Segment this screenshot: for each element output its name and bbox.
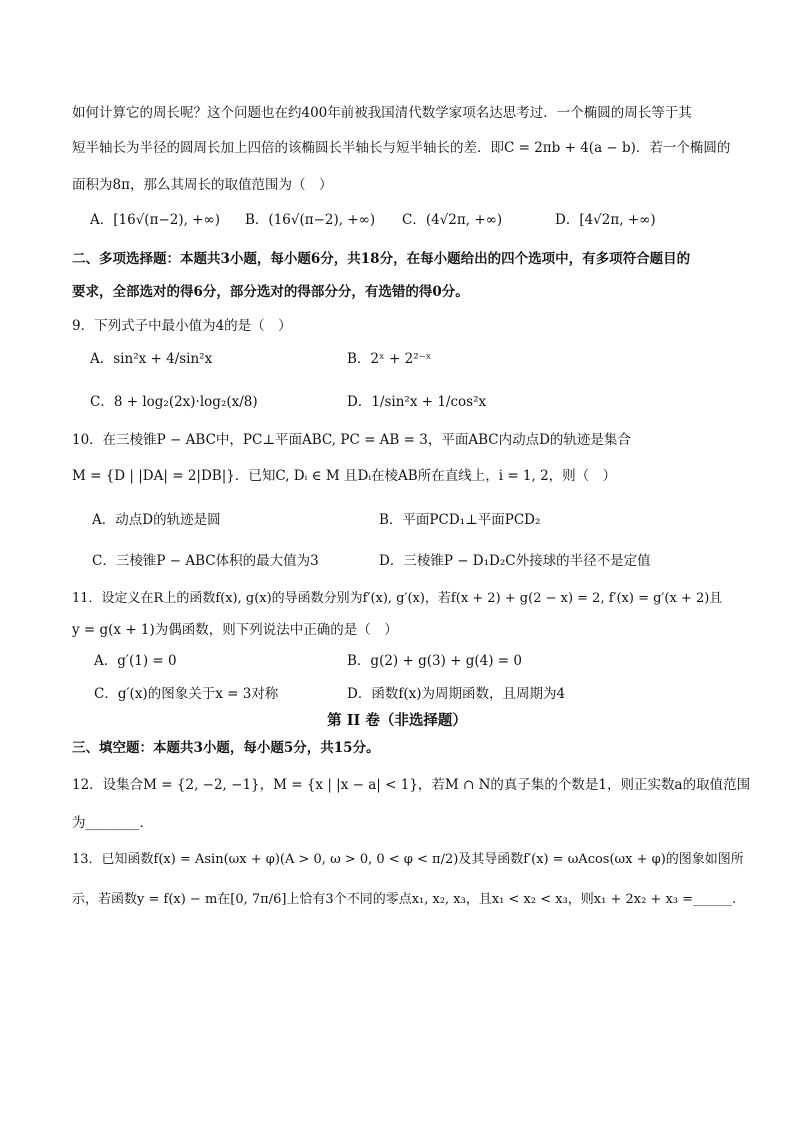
q11-text-line1: 11．设定义在R上的函数f(x), g(x)的导函数分别为f′(x), g′(x)，若f(x + 2) + g(2 − x) = 2, f′(x) = g′(x + 2)且 bbox=[72, 591, 723, 606]
option-letter: B． bbox=[347, 653, 371, 669]
q11-option-d bbox=[347, 685, 565, 703]
q12-text-line2: 为________． bbox=[72, 815, 153, 831]
q9-option-b bbox=[347, 350, 431, 368]
option-text: g(2) + g(3) + g(4) = 0 bbox=[370, 653, 522, 669]
option-text: 2ˣ + 2²⁻ˣ bbox=[370, 351, 432, 367]
q11-option-a bbox=[94, 652, 177, 670]
option-text: g′(x)的图象关于x = 3对称 bbox=[117, 686, 279, 702]
option-letter: A． bbox=[92, 512, 116, 528]
option-letter: D． bbox=[347, 686, 372, 702]
option-letter: C． bbox=[94, 686, 118, 702]
option-letter: C． bbox=[402, 212, 426, 228]
option-letter: B． bbox=[245, 212, 269, 228]
option-text: 平面PCD₁⊥平面PCD₂ bbox=[402, 512, 541, 528]
q10-text-line2: M = {D | |DA| = 2|DB|}．已知C, Dᵢ ∈ M 且Dᵢ在棱AB所在直线上，i = 1, 2，则（ ） bbox=[72, 468, 617, 484]
option-text: 函数f(x)为周期函数，且周期为4 bbox=[371, 686, 566, 702]
option-text: [4√2π, +∞) bbox=[579, 212, 656, 228]
option-text: 动点D的轨迹是圆 bbox=[115, 512, 221, 528]
option-text: 1/sin²x + 1/cos²x bbox=[371, 394, 487, 410]
q8-option-c bbox=[402, 211, 502, 229]
option-letter: D． bbox=[347, 394, 372, 410]
q8-option-a bbox=[90, 211, 220, 229]
option-letter: A． bbox=[90, 212, 114, 228]
option-text: (16√(π−2), +∞) bbox=[268, 212, 376, 228]
option-letter: B． bbox=[379, 512, 403, 528]
option-letter: C． bbox=[90, 394, 114, 410]
option-text: (4√2π, +∞) bbox=[425, 212, 503, 228]
option-text: sin²x + 4/sin²x bbox=[113, 351, 213, 367]
option-letter: D． bbox=[379, 553, 404, 569]
option-letter: D． bbox=[555, 212, 580, 228]
option-text: 三棱锥P − D₁D₂C外接球的半径不是定值 bbox=[403, 553, 651, 569]
option-letter: A． bbox=[94, 653, 118, 669]
option-text: 三棱锥P − ABC体积的最大值为3 bbox=[115, 553, 319, 569]
part2-title: 第 II 卷（非选择题） bbox=[327, 712, 467, 729]
q11-option-c bbox=[94, 685, 278, 703]
q9-option-d bbox=[347, 393, 486, 411]
q12-text-line1: 12．设集合M = {2, −2, −1}，M = {x | |x − a| < 1}，若M ∩ N的真子集的个数是1，则正实数a的取值范围 bbox=[72, 777, 751, 793]
q8-text-line3: 面积为8π，那么其周长的取值范围为（ ） bbox=[72, 177, 333, 193]
q9-option-c bbox=[90, 393, 258, 411]
q8-option-d bbox=[555, 211, 656, 229]
q10-text-line1: 10．在三棱锥P − ABC中，PC⊥平面ABC, PC = AB = 3，平面ABC内动点D的轨迹是集合 bbox=[72, 432, 631, 448]
option-text: 8 + log₂(2x)·log₂(x/8) bbox=[113, 394, 258, 410]
section2-heading-line2: 要求，全部选对的得6分，部分选对的得部分分，有选错的得0分。 bbox=[72, 284, 469, 300]
q9-option-a bbox=[90, 350, 212, 368]
q10-option-d bbox=[379, 552, 651, 570]
section2-heading-line1: 二、多项选择题：本题共3小题，每小题6分，共18分，在每小题给出的四个选项中，有多项符合题目的 bbox=[72, 251, 691, 267]
q8-text-line1: 如何计算它的周长呢？这个问题也在约400年前被我国清代数学家项名达思考过．一个椭圆的周长等于其 bbox=[72, 105, 692, 121]
q11-text-line2: y = g(x + 1)为偶函数，则下列说法中正确的是（ ） bbox=[72, 622, 398, 638]
section3-heading: 三、填空题：本题共3小题，每小题5分，共15分。 bbox=[72, 740, 380, 756]
q10-option-a bbox=[92, 511, 221, 529]
option-text: [16√(π−2), +∞) bbox=[113, 212, 221, 228]
option-text: g′(1) = 0 bbox=[117, 653, 177, 669]
q11-option-b bbox=[347, 652, 522, 670]
option-letter: A． bbox=[90, 351, 114, 367]
q13-text-line2: 示，若函数y = f(x) − m在[0, 7π/6]上恰有3个不同的零点x₁, x₂, x₃，且x₁ < x₂ < x₃，则x₁ + 2x₂ + x₃ =______. bbox=[72, 892, 737, 907]
q8-text-line2: 短半轴长为半径的圆周长加上四倍的该椭圆长半轴长与短半轴长的差．即C = 2πb + 4(a − b)．若一个椭圆的 bbox=[72, 140, 731, 156]
option-letter: C． bbox=[92, 553, 116, 569]
q9-stem: 9．下列式子中最小值为4的是（ ） bbox=[72, 318, 292, 334]
option-letter: B． bbox=[347, 351, 371, 367]
q10-option-c bbox=[92, 552, 319, 570]
q10-option-b bbox=[379, 511, 540, 529]
q13-text-line1: 13．已知函数f(x) = Asin(ωx + φ)(A > 0, ω > 0, 0 < φ < π/2)及其导函数f′(x) = ωAcos(ωx + φ)的图象如图所 bbox=[72, 852, 744, 867]
q8-option-b bbox=[245, 211, 375, 229]
